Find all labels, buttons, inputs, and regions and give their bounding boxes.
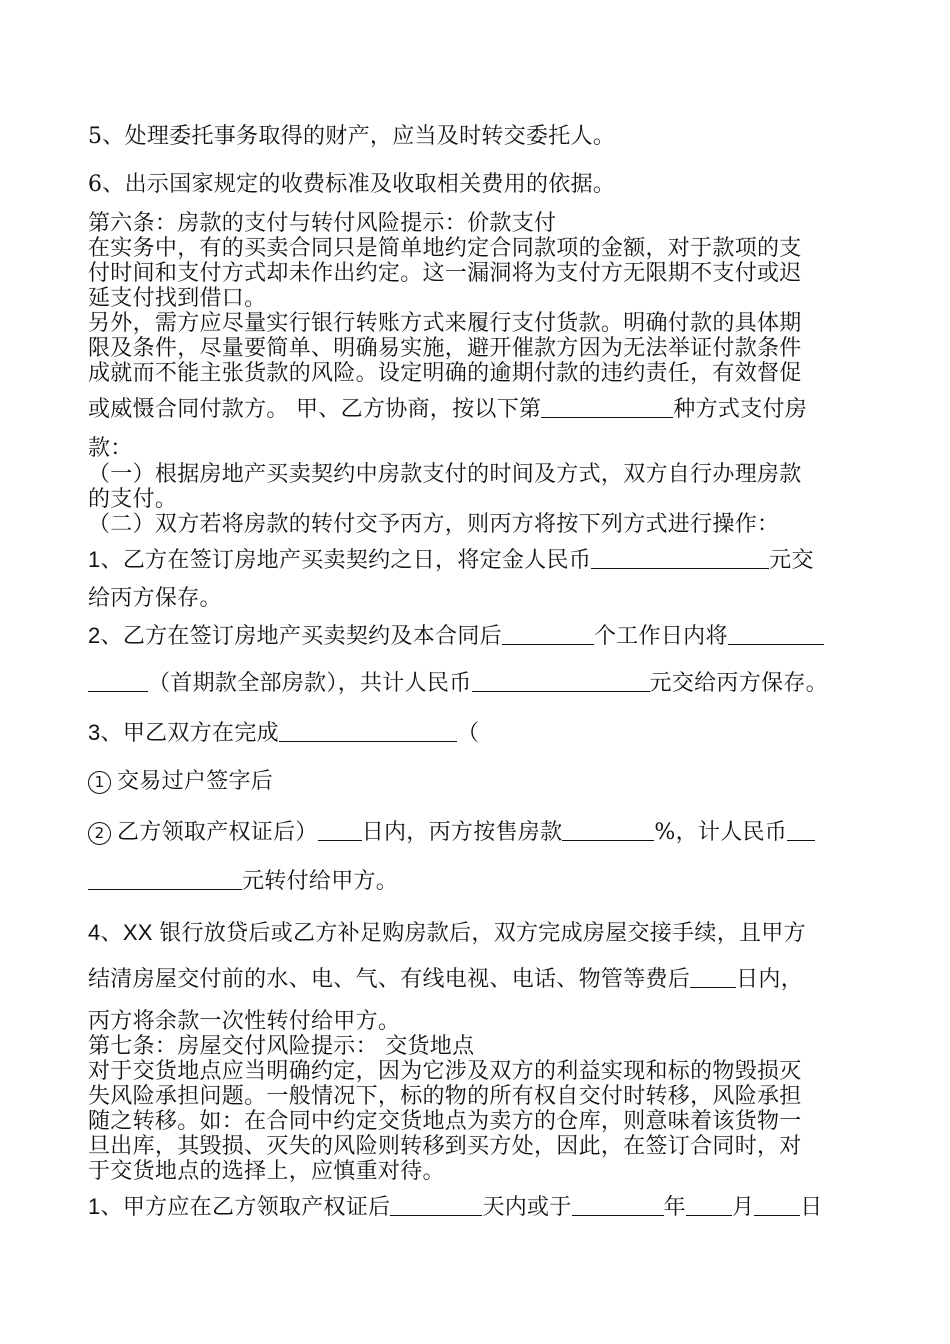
sub-option-1-line xyxy=(88,769,868,795)
text-segment: 交易过户签字后 xyxy=(117,769,274,794)
item-2-line xyxy=(88,623,868,649)
amount-blank[interactable] xyxy=(472,671,650,692)
option-1-line: 的支付。 xyxy=(88,487,178,512)
text-segment: （ xyxy=(456,720,480,745)
text-segment: （首期款全部房款），共计人民币 xyxy=(148,671,472,696)
paragraph-line: 失风险承担问题。一般情况下，标的物的所有权自交付时转移，风险承担 xyxy=(88,1084,802,1109)
text-segment: 元交给丙方保存。 xyxy=(649,671,828,696)
rmb-amount-blank-cont[interactable] xyxy=(88,869,242,890)
text-segment: 2、乙方在签订房地产买卖契约及本合同后 xyxy=(88,623,502,648)
percent-blank[interactable] xyxy=(562,820,654,841)
month-blank[interactable] xyxy=(686,1195,732,1216)
paragraph-line: 在实务中，有的买卖合同只是简单地约定合同款项的金额，对于款项的支 xyxy=(88,236,802,261)
paragraph-line: 于交货地点的选择上，应慎重对待。 xyxy=(88,1159,445,1184)
delivery-item-1-line xyxy=(88,1194,868,1220)
paragraph-line: 另外，需方应尽量实行银行转账方式来履行支付货款。明确付款的具体期 xyxy=(88,311,802,336)
text-segment: 年 xyxy=(663,1194,686,1219)
deposit-amount-blank[interactable] xyxy=(591,548,769,569)
days-blank[interactable] xyxy=(318,820,362,841)
item-4-line xyxy=(88,967,868,993)
item-1-line xyxy=(88,547,868,573)
paragraph-line: 对于交货地点应当明确约定，因为它涉及双方的利益实现和标的物毁损灭 xyxy=(88,1059,802,1084)
article-6-heading: 第六条：房款的支付与转付风险提示：价款支付 xyxy=(88,211,557,236)
item-4-line: 丙方将余款一次性转付给甲方。 xyxy=(88,1009,401,1034)
text-segment: 种方式支付房 xyxy=(673,397,808,422)
item-3-line xyxy=(88,720,868,746)
circled-number-1: 1 xyxy=(88,771,111,794)
paragraph-line: 款： xyxy=(88,436,133,461)
paragraph-line: 延支付找到借口。 xyxy=(88,286,267,311)
article-7-heading: 第七条：房屋交付风险提示： 交货地点 xyxy=(88,1034,475,1059)
item-2-line xyxy=(88,671,868,697)
clause-5: 5、处理委托事务取得的财产，应当及时转交委托人。 xyxy=(88,124,616,149)
text-segment: %，计人民币 xyxy=(654,820,788,845)
rmb-amount-blank[interactable] xyxy=(787,820,815,841)
circled-number-2: 2 xyxy=(88,822,111,845)
paragraph-line: 旦出库，其毁损、灭失的风险则转移到买方处，因此，在签订合同时，对 xyxy=(88,1134,802,1159)
text-segment: 个工作日内将 xyxy=(593,623,728,648)
text-segment: 乙方领取产权证后） xyxy=(117,820,318,845)
payment-method-blank[interactable] xyxy=(541,397,673,418)
item-4-line: 4、XX 银行放贷后或乙方补足购房款后，双方完成房屋交接手续，且甲方 xyxy=(88,920,806,945)
paragraph-line: 成就而不能主张货款的风险。设定明确的逾期付款的违约责任，有效督促 xyxy=(88,361,802,386)
text-segment: 元交 xyxy=(769,547,814,572)
payment-type-blank[interactable] xyxy=(728,624,824,645)
text-segment: 日内， xyxy=(736,967,804,992)
settle-days-blank[interactable] xyxy=(690,967,736,988)
year-blank[interactable] xyxy=(572,1195,664,1216)
option-2-line: （二）双方若将房款的转付交予丙方，则丙方将按下列方式进行操作： xyxy=(88,512,780,537)
clause-6: 6、出示国家规定的收费标准及收取相关费用的依据。 xyxy=(88,172,616,197)
text-segment: 日 xyxy=(800,1194,823,1219)
paragraph-line: 付时间和支付方式却未作出约定。这一漏洞将为支付方无限期不支付或迟 xyxy=(88,261,802,286)
delivery-days-blank[interactable] xyxy=(390,1195,482,1216)
payment-type-blank-cont[interactable] xyxy=(88,671,148,692)
paragraph-line: 限及条件，尽量要简单、明确易实施，避开催款方因为无法举证付款条件 xyxy=(88,336,802,361)
text-segment: 3、甲乙双方在完成 xyxy=(88,720,279,745)
text-segment: 1、甲方应在乙方领取产权证后 xyxy=(88,1194,391,1219)
paragraph-line: 随之转移。如：在合同中约定交货地点为卖方的仓库，则意味着该货物一 xyxy=(88,1109,802,1134)
option-1-line: （一）根据房地产买卖契约中房款支付的时间及方式，双方自行办理房款 xyxy=(88,462,802,487)
item-1-line: 给丙方保存。 xyxy=(88,586,222,611)
text-segment: 日内，丙方按售房款 xyxy=(361,820,563,845)
text-segment: 结清房屋交付前的水、电、气、有线电视、电话、物管等费后 xyxy=(88,967,691,992)
sub-option-2-line xyxy=(88,820,868,846)
sub-option-2-line xyxy=(88,869,868,895)
text-segment: 天内或于 xyxy=(482,1194,572,1219)
completion-blank[interactable] xyxy=(279,721,457,742)
day-blank[interactable] xyxy=(754,1195,800,1216)
text-segment: 月 xyxy=(731,1194,755,1219)
payment-method-line xyxy=(88,397,868,423)
text-segment: 或威慑合同付款方。 甲、乙方协商，按以下第 xyxy=(88,397,542,422)
text-segment: 1、乙方在签订房地产买卖契约之日，将定金人民币 xyxy=(88,547,592,572)
workdays-blank[interactable] xyxy=(502,624,594,645)
text-segment: 元转付给甲方。 xyxy=(242,869,399,894)
